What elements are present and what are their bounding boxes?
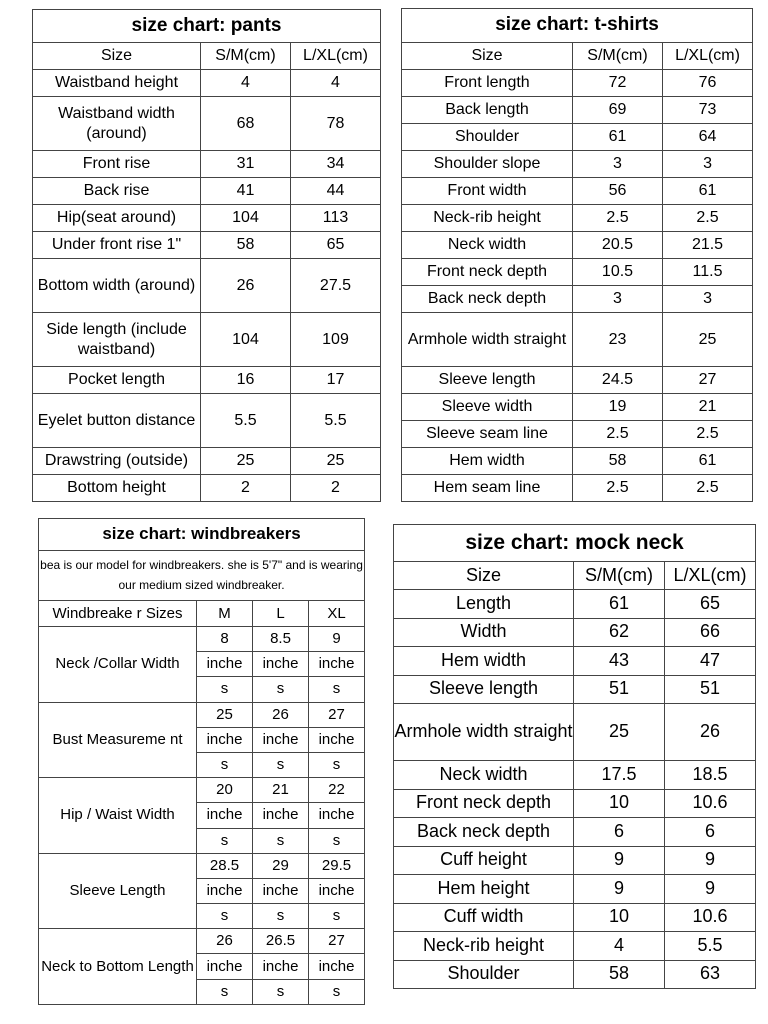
unit-text: s [197, 677, 253, 702]
lxl-value: 5.5 [665, 932, 756, 961]
table-row [394, 618, 756, 647]
measurement-label: Armhole width straight [394, 704, 574, 761]
size-value: 29.5 [309, 853, 365, 878]
tshirts-header-lxl: L/XL(cm) [663, 43, 753, 70]
sm-value: 4 [574, 932, 665, 961]
measurement-label: Hem width [394, 647, 574, 676]
size-value: 20 [197, 778, 253, 803]
measurement-label: Back neck depth [394, 818, 574, 847]
sm-value: 24.5 [573, 367, 663, 394]
windbreakers-header-sizes: Windbreake r Sizes [39, 601, 197, 627]
measurement-label: Front neck depth [402, 259, 573, 286]
sm-value: 25 [574, 704, 665, 761]
lxl-value: 9 [665, 846, 756, 875]
lxl-value: 3 [663, 151, 753, 178]
unit-text: s [197, 828, 253, 853]
size-value: 27 [309, 929, 365, 954]
size-value: 21 [253, 778, 309, 803]
lxl-value: 3 [663, 286, 753, 313]
sm-value: 26 [201, 259, 291, 313]
measurement-label: Hip(seat around) [33, 205, 201, 232]
size-value: 26 [253, 702, 309, 727]
lxl-value: 109 [291, 313, 381, 367]
lxl-value: 2.5 [663, 475, 753, 502]
table-row [394, 590, 756, 619]
size-value: 25 [197, 702, 253, 727]
table-row [394, 675, 756, 704]
unit-text: inche [197, 878, 253, 903]
sm-value: 9 [574, 846, 665, 875]
table-row [33, 232, 381, 259]
table-row [394, 647, 756, 676]
windbreakers-header-m: M [197, 601, 253, 627]
unit-text: inche [253, 803, 309, 828]
table-row [33, 70, 381, 97]
table-row [33, 259, 381, 313]
lxl-value: 64 [663, 124, 753, 151]
table-row [402, 232, 753, 259]
sm-value: 41 [201, 178, 291, 205]
unit-text: s [197, 752, 253, 777]
tshirts-size-table [401, 8, 753, 502]
measurement-label: Back rise [33, 178, 201, 205]
pants-header-lxl: L/XL(cm) [291, 43, 381, 70]
measurement-label: Neck width [394, 761, 574, 790]
table-row [402, 205, 753, 232]
lxl-value: 9 [665, 875, 756, 904]
unit-text: inche [197, 954, 253, 979]
windbreakers-size-table [38, 518, 365, 1005]
windbreakers-header-xl: XL [309, 601, 365, 627]
measurement-label: Shoulder slope [402, 151, 573, 178]
sm-value: 10.5 [573, 259, 663, 286]
sm-value: 31 [201, 151, 291, 178]
unit-text: s [253, 979, 309, 1004]
lxl-value: 27.5 [291, 259, 381, 313]
lxl-value: 25 [291, 448, 381, 475]
table-row [402, 259, 753, 286]
lxl-value: 44 [291, 178, 381, 205]
size-value: 26 [197, 929, 253, 954]
unit-text: s [197, 904, 253, 929]
measurement-label: Hem width [402, 448, 573, 475]
lxl-value: 5.5 [291, 394, 381, 448]
lxl-value: 65 [665, 590, 756, 619]
measurement-label: Drawstring (outside) [33, 448, 201, 475]
sm-value: 2.5 [573, 475, 663, 502]
lxl-value: 63 [665, 960, 756, 989]
sm-value: 68 [201, 97, 291, 151]
size-value: 8 [197, 627, 253, 652]
measurement-label: Bust Measureme nt [39, 702, 197, 778]
lxl-value: 10.6 [665, 789, 756, 818]
table-row [39, 627, 365, 652]
table-row [402, 97, 753, 124]
sm-value: 6 [574, 818, 665, 847]
lxl-value: 27 [663, 367, 753, 394]
pants-header-size: Size [33, 43, 201, 70]
measurement-label: Neck width [402, 232, 573, 259]
table-row [33, 313, 381, 367]
table-row [33, 394, 381, 448]
lxl-value: 78 [291, 97, 381, 151]
mockneck-header-sm: S/M(cm) [574, 562, 665, 590]
sm-value: 5.5 [201, 394, 291, 448]
sm-value: 62 [574, 618, 665, 647]
lxl-value: 17 [291, 367, 381, 394]
measurement-label: Sleeve Length [39, 853, 197, 929]
measurement-label: Back length [402, 97, 573, 124]
measurement-label: Hem height [394, 875, 574, 904]
lxl-value: 113 [291, 205, 381, 232]
table-row [33, 178, 381, 205]
sm-value: 10 [574, 789, 665, 818]
unit-text: s [309, 828, 365, 853]
table-row [402, 367, 753, 394]
measurement-label: Eyelet button distance [33, 394, 201, 448]
lxl-value: 21 [663, 394, 753, 421]
measurement-label: Under front rise 1" [33, 232, 201, 259]
mockneck-size-table [393, 524, 756, 989]
table-row [394, 932, 756, 961]
table-row [39, 853, 365, 878]
lxl-value: 26 [665, 704, 756, 761]
size-value: 8.5 [253, 627, 309, 652]
sm-value: 43 [574, 647, 665, 676]
unit-text: inche [197, 652, 253, 677]
sm-value: 51 [574, 675, 665, 704]
sm-value: 2 [201, 475, 291, 502]
table-row [33, 448, 381, 475]
measurement-label: Neck-rib height [394, 932, 574, 961]
lxl-value: 34 [291, 151, 381, 178]
table-row [402, 475, 753, 502]
unit-text: inche [197, 727, 253, 752]
lxl-value: 21.5 [663, 232, 753, 259]
table-row [33, 205, 381, 232]
sm-value: 10 [574, 903, 665, 932]
table-row [402, 151, 753, 178]
sm-value: 104 [201, 313, 291, 367]
table-row [402, 124, 753, 151]
table-row [33, 367, 381, 394]
lxl-value: 65 [291, 232, 381, 259]
lxl-value: 25 [663, 313, 753, 367]
tshirts-table-title: size chart: t-shirts [402, 9, 753, 43]
measurement-label: Waistband height [33, 70, 201, 97]
table-row [394, 875, 756, 904]
measurement-label: Cuff width [394, 903, 574, 932]
sm-value: 4 [201, 70, 291, 97]
unit-text: s [253, 677, 309, 702]
table-row [33, 97, 381, 151]
table-row [402, 286, 753, 313]
unit-text: inche [309, 878, 365, 903]
sm-value: 16 [201, 367, 291, 394]
unit-text: inche [253, 727, 309, 752]
unit-text: inche [309, 652, 365, 677]
table-row [394, 846, 756, 875]
measurement-label: Sleeve seam line [402, 421, 573, 448]
lxl-value: 6 [665, 818, 756, 847]
table-row [394, 903, 756, 932]
measurement-label: Pocket length [33, 367, 201, 394]
size-value: 26.5 [253, 929, 309, 954]
lxl-value: 2.5 [663, 205, 753, 232]
table-row [394, 960, 756, 989]
sm-value: 19 [573, 394, 663, 421]
measurement-label: Neck-rib height [402, 205, 573, 232]
measurement-label: Front rise [33, 151, 201, 178]
size-value: 27 [309, 702, 365, 727]
table-row [402, 313, 753, 367]
table-row [39, 929, 365, 954]
unit-text: inche [197, 803, 253, 828]
measurement-label: Front neck depth [394, 789, 574, 818]
sm-value: 72 [573, 70, 663, 97]
measurement-label: Front length [402, 70, 573, 97]
pants-table-title: size chart: pants [33, 10, 381, 43]
measurement-label: Side length (include waistband) [33, 313, 201, 367]
mockneck-header-size: Size [394, 562, 574, 590]
sm-value: 56 [573, 178, 663, 205]
lxl-value: 47 [665, 647, 756, 676]
sm-value: 61 [574, 590, 665, 619]
table-row [402, 394, 753, 421]
measurement-label: Sleeve length [394, 675, 574, 704]
sm-value: 2.5 [573, 421, 663, 448]
measurement-label: Length [394, 590, 574, 619]
table-row [39, 778, 365, 803]
table-row [394, 761, 756, 790]
size-value: 9 [309, 627, 365, 652]
sm-value: 58 [574, 960, 665, 989]
measurement-label: Hem seam line [402, 475, 573, 502]
measurement-label: Shoulder [402, 124, 573, 151]
tshirts-header-sm: S/M(cm) [573, 43, 663, 70]
sm-value: 2.5 [573, 205, 663, 232]
sm-value: 20.5 [573, 232, 663, 259]
size-value: 28.5 [197, 853, 253, 878]
sm-value: 3 [573, 151, 663, 178]
lxl-value: 61 [663, 178, 753, 205]
unit-text: s [253, 904, 309, 929]
mockneck-table-title: size chart: mock neck [394, 525, 756, 562]
measurement-label: Shoulder [394, 960, 574, 989]
measurement-label: Bottom width (around) [33, 259, 201, 313]
sm-value: 58 [573, 448, 663, 475]
measurement-label: Sleeve width [402, 394, 573, 421]
sm-value: 104 [201, 205, 291, 232]
lxl-value: 2 [291, 475, 381, 502]
windbreakers-header-l: L [253, 601, 309, 627]
measurement-label: Width [394, 618, 574, 647]
unit-text: s [309, 677, 365, 702]
measurement-label: Hip / Waist Width [39, 778, 197, 854]
pants-size-table [32, 9, 381, 502]
table-row [39, 702, 365, 727]
unit-text: inche [253, 652, 309, 677]
sm-value: 61 [573, 124, 663, 151]
measurement-label: Front width [402, 178, 573, 205]
lxl-value: 76 [663, 70, 753, 97]
table-row [394, 789, 756, 818]
sm-value: 25 [201, 448, 291, 475]
unit-text: s [309, 904, 365, 929]
unit-text: inche [309, 727, 365, 752]
measurement-label: Neck /Collar Width [39, 627, 197, 703]
lxl-value: 18.5 [665, 761, 756, 790]
tshirts-header-size: Size [402, 43, 573, 70]
table-row [402, 178, 753, 205]
measurement-label: Armhole width straight [402, 313, 573, 367]
sm-value: 23 [573, 313, 663, 367]
table-row [402, 448, 753, 475]
unit-text: s [197, 979, 253, 1004]
table-row [394, 704, 756, 761]
sm-value: 58 [201, 232, 291, 259]
sm-value: 9 [574, 875, 665, 904]
table-row [402, 421, 753, 448]
measurement-label: Waistband width (around) [33, 97, 201, 151]
sm-value: 17.5 [574, 761, 665, 790]
sm-value: 3 [573, 286, 663, 313]
table-row [394, 818, 756, 847]
mockneck-header-lxl: L/XL(cm) [665, 562, 756, 590]
table-row [402, 70, 753, 97]
measurement-label: Cuff height [394, 846, 574, 875]
unit-text: s [253, 828, 309, 853]
lxl-value: 66 [665, 618, 756, 647]
unit-text: s [309, 752, 365, 777]
unit-text: s [253, 752, 309, 777]
measurement-label: Sleeve length [402, 367, 573, 394]
measurement-label: Bottom height [33, 475, 201, 502]
unit-text: s [309, 979, 365, 1004]
windbreakers-model-note: bea is our model for windbreakers. she is 5'7" and is wearing our medium sized windbreaker. [39, 551, 365, 601]
table-row [33, 151, 381, 178]
lxl-value: 4 [291, 70, 381, 97]
unit-text: inche [309, 803, 365, 828]
unit-text: inche [309, 954, 365, 979]
lxl-value: 61 [663, 448, 753, 475]
sm-value: 69 [573, 97, 663, 124]
lxl-value: 2.5 [663, 421, 753, 448]
measurement-label: Back neck depth [402, 286, 573, 313]
lxl-value: 73 [663, 97, 753, 124]
size-value: 29 [253, 853, 309, 878]
size-value: 22 [309, 778, 365, 803]
lxl-value: 51 [665, 675, 756, 704]
unit-text: inche [253, 878, 309, 903]
unit-text: inche [253, 954, 309, 979]
measurement-label: Neck to Bottom Length [39, 929, 197, 1005]
lxl-value: 10.6 [665, 903, 756, 932]
lxl-value: 11.5 [663, 259, 753, 286]
table-row [33, 475, 381, 502]
windbreakers-table-title: size chart: windbreakers [39, 519, 365, 551]
pants-header-sm: S/M(cm) [201, 43, 291, 70]
